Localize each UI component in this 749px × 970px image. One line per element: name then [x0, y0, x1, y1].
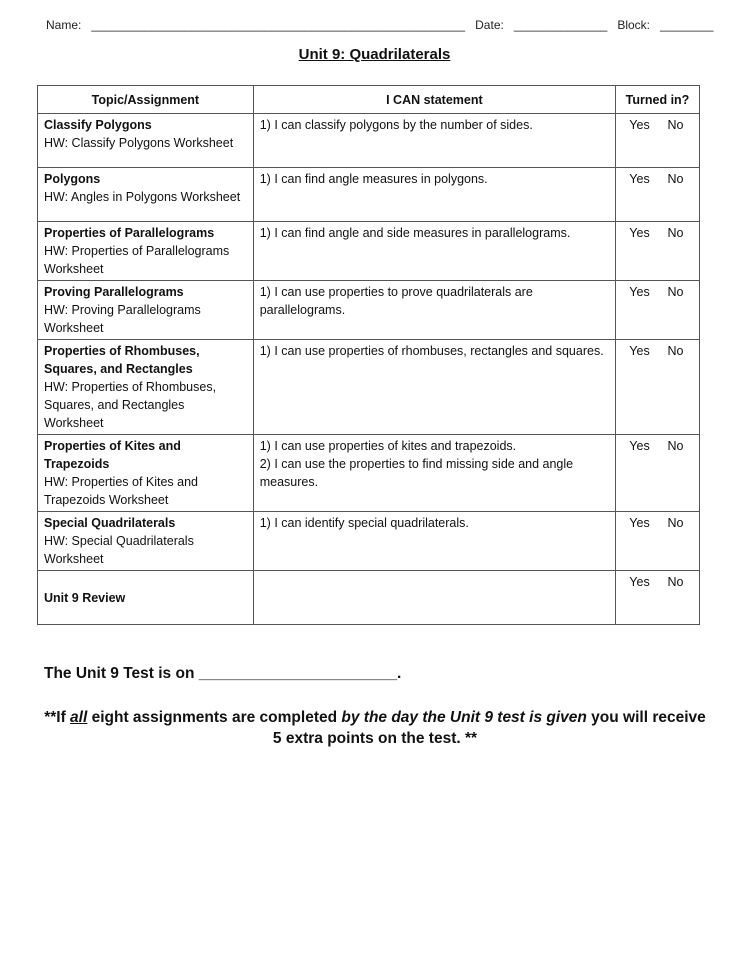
header-fields — [46, 18, 716, 32]
i-can-statement: 1) I can use properties of kites and trapezoids. — [259, 439, 517, 453]
topic-cell — [38, 168, 254, 222]
topic-title: Properties of Rhombuses, Squares, and Rectangles — [44, 344, 200, 376]
table-row — [38, 512, 700, 571]
i-can-statement: 1) I can use properties of rhombuses, rectangles and squares. — [259, 344, 604, 358]
topic-title: Unit 9 Review — [44, 590, 126, 605]
no-option[interactable]: No — [667, 118, 684, 132]
statement-cell — [253, 168, 615, 222]
date-blank[interactable]: ______________ — [513, 18, 608, 32]
turned-in-cell — [616, 114, 700, 168]
table-header-row — [38, 86, 700, 114]
homework-text: HW: Angles in Polygons Worksheet — [44, 190, 241, 204]
yes-option[interactable]: Yes — [629, 226, 650, 240]
column-header-turned-in: Turned in? — [616, 86, 700, 114]
turned-in-cell — [616, 435, 700, 512]
topic-title: Polygons — [44, 172, 101, 186]
no-option[interactable]: No — [667, 439, 684, 453]
table-row — [38, 340, 700, 435]
assignment-table — [37, 85, 700, 625]
table-row — [38, 571, 700, 625]
topic-cell — [38, 340, 254, 435]
yes-option[interactable]: Yes — [629, 516, 650, 530]
no-option[interactable]: No — [667, 516, 684, 530]
topic-title: Classify Polygons — [44, 118, 152, 132]
homework-text: HW: Properties of Parallelograms Worksheet — [44, 244, 230, 276]
topic-cell — [38, 512, 254, 571]
column-header-statement: I CAN statement — [253, 86, 615, 114]
table-row — [38, 281, 700, 340]
block-label: Block: — [617, 18, 651, 32]
statement-cell — [253, 571, 615, 625]
yes-option[interactable]: Yes — [629, 439, 650, 453]
homework-text: HW: Properties of Rhombuses, Squares, and Rectangles Worksheet — [44, 380, 217, 430]
topic-cell — [38, 114, 254, 168]
no-option[interactable]: No — [667, 172, 684, 186]
statement-cell — [253, 114, 615, 168]
turned-in-cell — [616, 571, 700, 625]
homework-text: HW: Properties of Kites and Trapezoids Worksheet — [44, 475, 199, 507]
yes-option[interactable]: Yes — [629, 172, 650, 186]
statement-cell — [253, 435, 615, 512]
table-row — [38, 222, 700, 281]
topic-title: Properties of Parallelograms — [44, 226, 215, 240]
turned-in-cell — [616, 222, 700, 281]
yes-option[interactable]: Yes — [629, 285, 650, 299]
i-can-statement: 1) I can identify special quadrilaterals. — [259, 516, 469, 530]
turned-in-cell — [616, 340, 700, 435]
no-option[interactable]: No — [667, 575, 684, 589]
i-can-statement: 1) I can classify polygons by the number of sides. — [259, 118, 533, 132]
turned-in-cell — [616, 281, 700, 340]
date-label: Date: — [475, 18, 504, 32]
yes-option[interactable]: Yes — [629, 344, 650, 358]
name-label: Name: — [46, 18, 82, 32]
test-date-line: The Unit 9 Test is on _______________________. — [44, 665, 402, 682]
topic-title: Proving Parallelograms — [44, 285, 184, 299]
bonus-text-deadline: by the day the Unit 9 test is given — [341, 709, 587, 726]
page-title: Unit 9: Quadrilaterals — [298, 46, 451, 63]
statement-cell — [253, 340, 615, 435]
yes-option[interactable]: Yes — [629, 118, 650, 132]
homework-text: HW: Special Quadrilaterals Worksheet — [44, 534, 194, 566]
no-option[interactable]: No — [667, 226, 684, 240]
topic-title: Special Quadrilaterals — [44, 516, 176, 530]
table-row — [38, 168, 700, 222]
statement-cell — [253, 281, 615, 340]
column-header-topic: Topic/Assignment — [38, 86, 254, 114]
i-can-statement: 2) I can use the properties to find missing side and angle measures. — [259, 457, 574, 489]
topic-cell — [38, 222, 254, 281]
table-row — [38, 435, 700, 512]
bonus-text-1: **If — [44, 709, 71, 726]
name-blank[interactable]: ________________________________________________________ — [91, 18, 466, 32]
statement-cell — [253, 222, 615, 281]
no-option[interactable]: No — [667, 285, 684, 299]
i-can-statement: 1) I can find angle measures in polygons. — [259, 172, 488, 186]
block-blank[interactable]: ________ — [660, 18, 714, 32]
statement-cell — [253, 512, 615, 571]
bonus-text-3: you will receive 5 extra points on the test. ** — [272, 709, 706, 747]
turned-in-cell — [616, 168, 700, 222]
homework-text: HW: Proving Parallelograms Worksheet — [44, 303, 201, 335]
turned-in-cell — [616, 512, 700, 571]
yes-option[interactable]: Yes — [629, 575, 650, 589]
bonus-text-all: all — [70, 709, 88, 726]
topic-cell — [38, 435, 254, 512]
table-row — [38, 114, 700, 168]
bonus-note — [40, 707, 710, 749]
homework-text: HW: Classify Polygons Worksheet — [44, 136, 234, 150]
i-can-statement: 1) I can use properties to prove quadrilaterals are parallelograms. — [259, 285, 533, 317]
no-option[interactable]: No — [667, 344, 684, 358]
topic-cell — [38, 571, 254, 625]
bonus-text-2: eight assignments are completed — [87, 709, 342, 726]
topic-title: Properties of Kites and Trapezoids — [44, 439, 181, 471]
i-can-statement: 1) I can find angle and side measures in parallelograms. — [259, 226, 571, 240]
topic-cell — [38, 281, 254, 340]
